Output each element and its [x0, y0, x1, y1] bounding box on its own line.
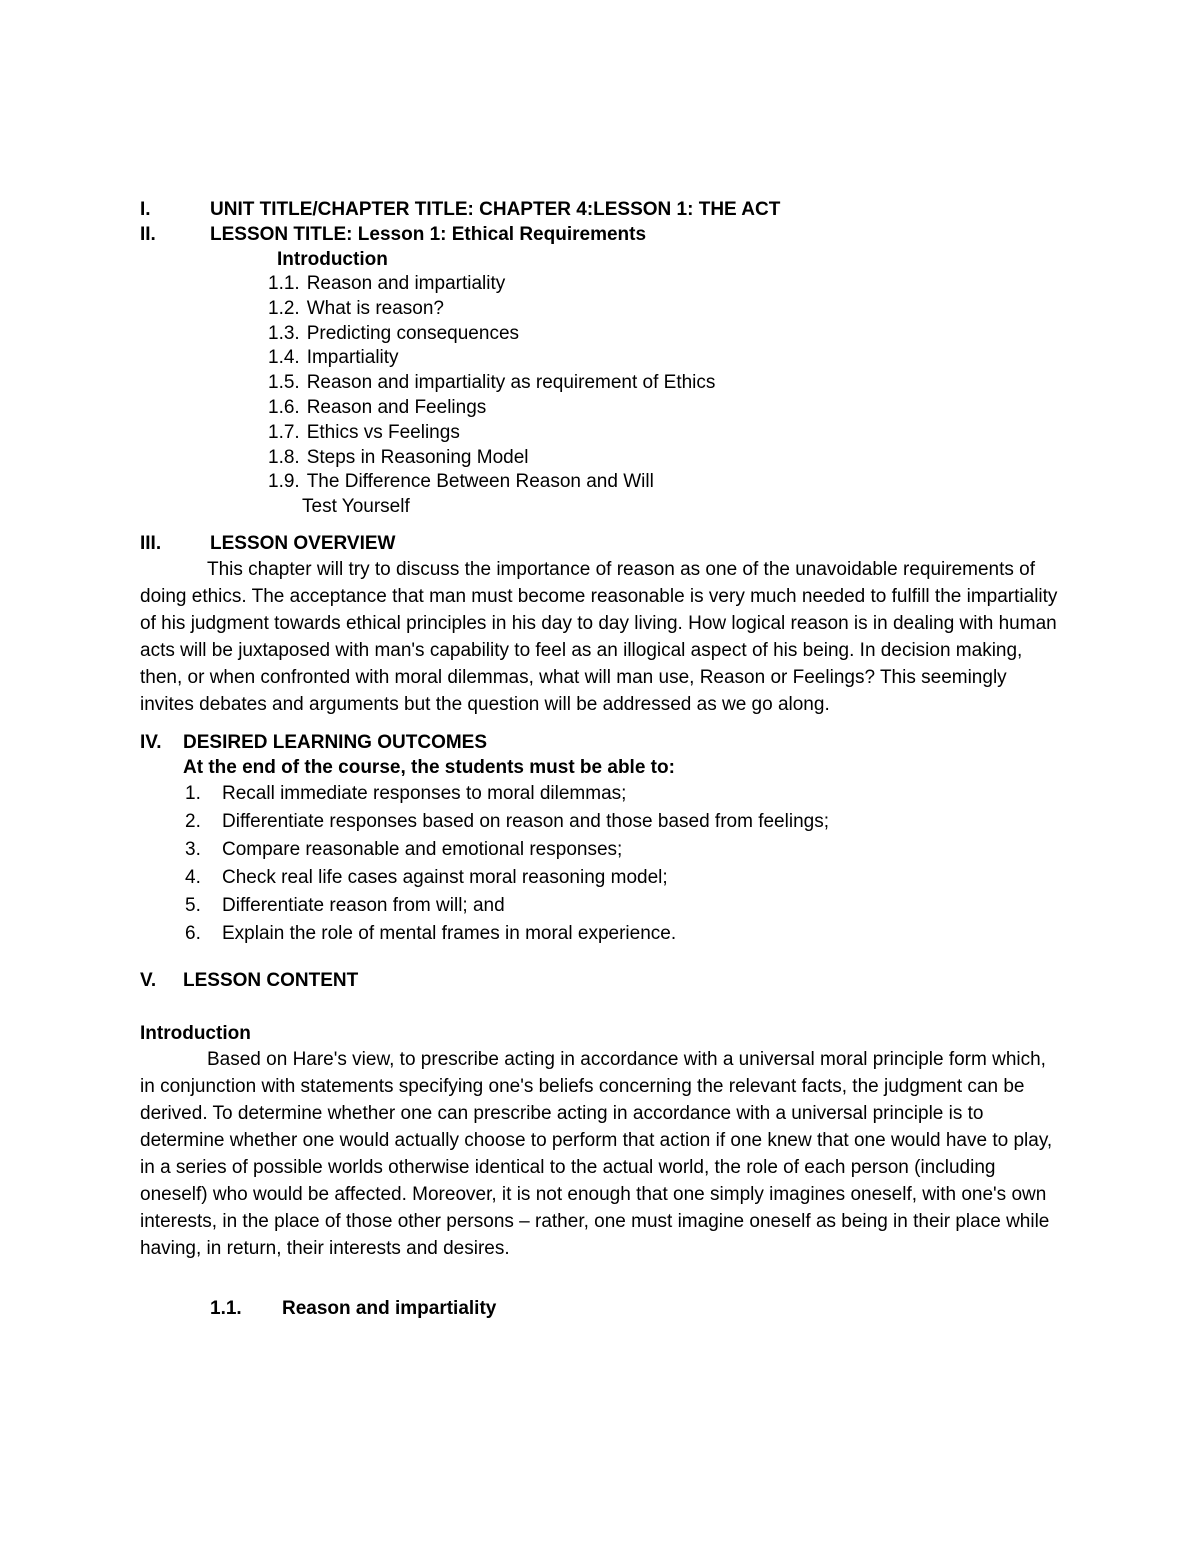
- outcome-text: Recall immediate responses to moral dilemmas;: [222, 782, 627, 804]
- toc-item: [268, 272, 1060, 297]
- section-numeral: III.: [140, 532, 162, 554]
- toc-item: [268, 297, 1060, 322]
- toc-item: [268, 322, 1060, 347]
- section-lesson-content: [140, 968, 1060, 993]
- outcome-item: [185, 864, 1060, 892]
- outcome-number: 5.: [185, 894, 201, 916]
- outcome-text: Compare reasonable and emotional responses;: [222, 838, 623, 860]
- section-numeral: V.: [140, 969, 157, 991]
- outcome-text: Explain the role of mental frames in moral experience.: [222, 922, 677, 944]
- toc-footer-test-yourself: Test Yourself: [302, 496, 410, 518]
- unit-title-heading: UNIT TITLE/CHAPTER TITLE: CHAPTER 4:LESSON 1: THE ACT: [210, 199, 781, 220]
- outcome-item: [185, 808, 1060, 836]
- toc-item-number: 1.5.: [268, 372, 300, 394]
- toc-item-number: 1.1.: [268, 273, 300, 294]
- section-unit-title: [140, 197, 1060, 222]
- subsection-title: Reason and impartiality: [282, 1297, 497, 1319]
- content-introduction-paragraph: Based on Hare's view, to prescribe acting in accordance with a universal moral principle form which, in conjunction with statements specifying one's beliefs concerning the relevant facts, the judgment can be derived. To determine whether one can prescribe acting in accordance with a universal principle is to determine whether one would actually choose to perform that action if one knew that one would have to play, in a series of possible worlds otherwise identical to the actual world, the role of each person (including oneself) who would be affected. Moreover, it is not enough that one simply imagines oneself, with one's own interests, in the place of those other persons – rather, one must imagine oneself as being in their place while having, in return, their interests and desires.: [140, 1048, 1053, 1259]
- section-lesson-overview: [140, 531, 1060, 556]
- outcome-text: Differentiate responses based on reason and those based from feelings;: [222, 810, 829, 832]
- section-numeral: I.: [140, 199, 151, 220]
- section-desired-learning-outcomes: [140, 730, 1060, 755]
- outcome-number: 4.: [185, 866, 201, 888]
- outcome-text: Differentiate reason from will; and: [222, 894, 505, 916]
- toc-item: [268, 470, 1060, 495]
- content-introduction-title: Introduction: [140, 1022, 251, 1044]
- toc-item-label: Ethics vs Feelings: [306, 421, 460, 443]
- outcomes-list: [185, 780, 1060, 948]
- toc-item-number: 1.6.: [268, 396, 300, 418]
- outcome-number: 3.: [185, 838, 201, 860]
- toc-item: [268, 446, 1060, 471]
- section-numeral: IV.: [140, 731, 162, 753]
- toc-item: [268, 396, 1060, 421]
- outcome-number: 1.: [185, 782, 201, 804]
- outcome-item: [185, 920, 1060, 948]
- toc-item-label: Reason and impartiality: [306, 273, 506, 294]
- toc-item-label: Reason and impartiality as requirement of Ethics: [306, 372, 716, 394]
- toc-item: [268, 371, 1060, 396]
- lesson-content-heading: LESSON CONTENT: [183, 969, 359, 991]
- subsection-heading-reason-and-impartiality: [210, 1296, 1060, 1321]
- outcome-number: 2.: [185, 810, 201, 832]
- subsection-number: 1.1.: [210, 1297, 242, 1319]
- lesson-title-heading: LESSON TITLE: Lesson 1: Ethical Requirements: [210, 224, 647, 245]
- lesson-overview-paragraph: This chapter will try to discuss the importance of reason as one of the unavoidable requirements of doing ethics. The acceptance that man must become reasonable is very much needed to fulfill the impartiality of his judgment towards ethical principles in his day to day living. How logical reason is in dealing with human acts will be juxtaposed with man's capability to feel as an illogical aspect of his being. In decision making, then, or when confronted with moral dilemmas, what will man use, Reason or Feelings? This seemingly invites debates and arguments but the question will be addressed as we go along.: [140, 558, 1058, 715]
- outcome-item: [185, 892, 1060, 920]
- toc-item-label: Predicting consequences: [306, 322, 520, 344]
- toc-item-label: Impartiality: [306, 347, 399, 369]
- toc-item: [268, 421, 1060, 446]
- section-numeral: II.: [140, 224, 156, 245]
- outcomes-subheading: At the end of the course, the students must be able to:: [183, 756, 675, 778]
- toc-item-number: 1.7.: [268, 421, 300, 443]
- toc-item-label: Steps in Reasoning Model: [306, 446, 529, 468]
- toc-list: [268, 272, 1060, 495]
- toc-item-number: 1.4.: [268, 347, 300, 369]
- outcome-number: 6.: [185, 922, 201, 944]
- outcome-item: [185, 836, 1060, 864]
- toc-item-label: Reason and Feelings: [306, 396, 487, 418]
- outcome-item: [185, 780, 1060, 808]
- outcome-text: Check real life cases against moral reasoning model;: [222, 866, 668, 888]
- toc-item-number: 1.3.: [268, 322, 300, 344]
- toc-item-label: The Difference Between Reason and Will: [306, 471, 654, 493]
- toc-item-number: 1.8.: [268, 446, 300, 468]
- section-lesson-title: [140, 222, 1060, 247]
- desired-learning-outcomes-heading: DESIRED LEARNING OUTCOMES: [183, 731, 488, 753]
- lesson-overview-heading: LESSON OVERVIEW: [210, 532, 396, 554]
- toc-item-number: 1.2.: [268, 297, 300, 319]
- toc-item: [268, 346, 1060, 371]
- toc-title: Introduction: [277, 249, 388, 270]
- toc-item-label: What is reason?: [306, 297, 444, 319]
- toc-item-number: 1.9.: [268, 471, 300, 493]
